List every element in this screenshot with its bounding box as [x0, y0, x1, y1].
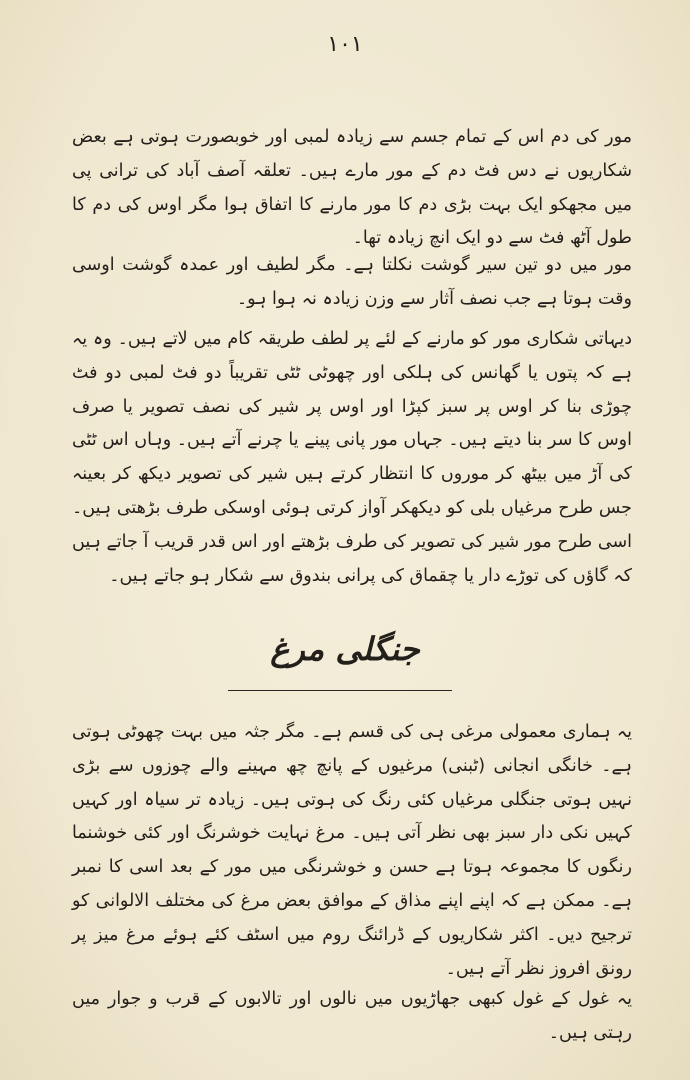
paragraph-village-hunting: دیہاتی شکاری مور کو مارنے کے لئے پر لطف طریقہ کام میں لاتے ہیں۔ وہ یہ ہے کہ پتوں یا گھانس کی ہلکی اور چھوٹی ٹٹی تقریباً دو فٹ لمبی دو فٹ چوڑی بنا کر اوس پر سبز کپڑا اور اوس پر شیر کی نصف تصویر یا صرف اوس کا سر بنا دیتے ہیں۔ جہاں مور پانی پینے یا چرنے آتے ہیں۔ وہاں اس ٹٹی کی آڑ میں بیٹھ کر موروں کا انتظار کرتے ہیں شیر کی تصویر دیکھ کر بعینہ جس طرح مرغیاں بلی کو دیکھکر آواز کرتی ہوئی اوسکی طرف بڑھتی ہیں۔ اسی طرح مور شیر کی تصویر کی طرف بڑھتے اور اس قدر قریب آ جاتے ہیں کہ گاؤں کی توڑے دار یا چقماق کی پرانی بندوق سے شکار ہو جاتے ہیں۔: [72, 329, 632, 586]
paragraph-peacock-tail: مور کی دم اس کے تمام جسم سے زیادہ لمبی اور خوبصورت ہوتی ہے بعض شکاریوں نے دس فٹ دم کے مور مارے ہیں۔ تعلقہ آصف آباد کی ترانی پی میں مجھکو ایک بہت بڑی دم کا مور مارنے کا اتفاق ہوا مگر اوس کی دم کا طول آٹھ فٹ سے دو ایک انچ زیادہ تھا۔: [72, 127, 632, 249]
paragraph-junglefowl-habitat: یہ غول کے غول کبھی جھاڑیوں میں نالوں اور تالابوں کے قرب و جوار میں رہتی ہیں۔: [72, 989, 632, 1043]
section-heading: جنگلی مرغ: [270, 630, 420, 668]
paragraph-junglefowl-description: یہ ہماری معمولی مرغی ہی کی قسم ہے۔ مگر جثہ میں بہت چھوٹی ہوتی ہے۔ خانگی انجانی (ٹبنی) مرغیوں کے پانچ چھ مہینے والے چوزوں سے بڑی نہیں ہوتی جنگلی مرغیاں کئی رنگ کی ہوتی ہیں۔ زیادہ تر سیاہ اور کہیں کہیں نکی دار سبز بھی نظر آتی ہیں۔ مرغ نہایت خوشرنگ اور کئی خوشنما رنگوں کا مجموعہ ہوتا ہے حسن و خوشرنگی میں مور کے بعد اسی کا نمبر ہے۔ ممکن ہے کہ اپنے اپنے مذاق کے موافق بعض مرغ کی مختلف الالوانی کو ترجیح دیں۔ اکثر شکاریوں کے ڈرائنگ روم میں اسٹف کئے ہوئے مرغ میز پر رونق افروز نظر آتے ہیں۔: [72, 722, 632, 979]
heading-underline: [228, 690, 452, 691]
paragraph-peacock-meat: مور میں دو تین سیر گوشت نکلتا ہے۔ مگر لطیف اور عمدہ گوشت اوسی وقت ہوتا ہے جب نصف آثار سے وزن زیادہ نہ ہوا ہو۔: [72, 255, 632, 309]
page-number: ١٠١: [327, 32, 363, 57]
